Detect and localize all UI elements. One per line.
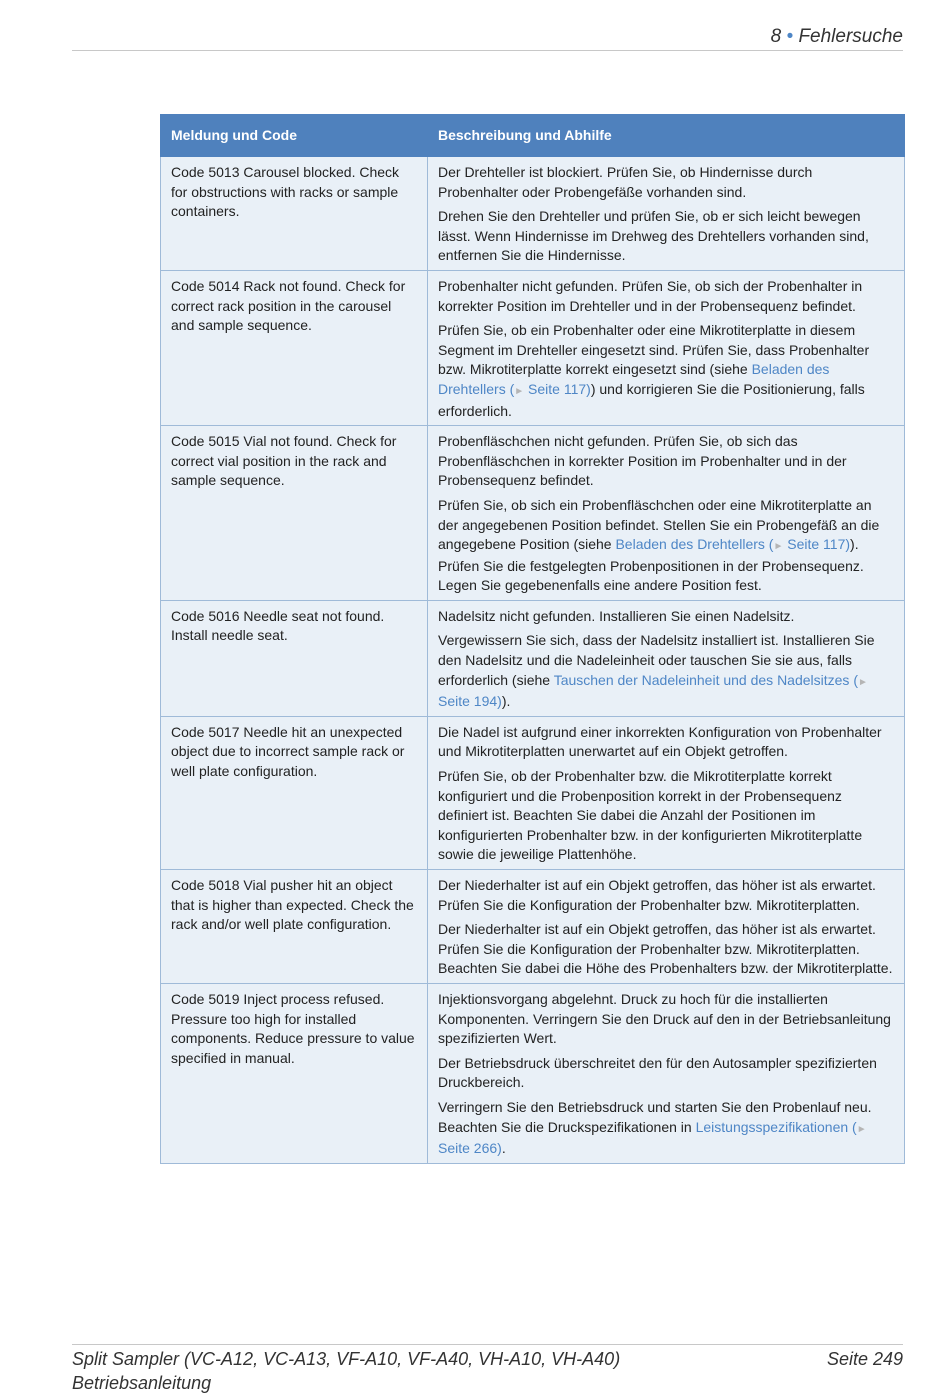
remedy-text: Prüfen Sie, ob sich ein Probenfläschchen oder eine Mikrotiterplatte an der angegebenen Position befindet. Stellen Sie ein Probengefäß an die angegebene Position (siehe xyxy=(438,496,880,553)
description-paragraph: Der Niederhalter ist auf ein Objekt getroffen, das höher ist als erwartet. Prüfen Sie die Konfiguration der Probenhalter bzw. Mikrotiterplatten. xyxy=(438,877,876,913)
chapter-heading xyxy=(771,26,903,48)
link-text: Leistungsspezifikationen ( xyxy=(695,1118,857,1135)
page-footer xyxy=(72,1344,903,1393)
chapter-bullet: • xyxy=(786,26,794,47)
cross-reference-link[interactable] xyxy=(615,536,850,552)
description-paragraph: Die Nadel ist aufgrund einer inkorrekten Konfiguration von Probenhalter und Mikrotiterplatten unerwartet auf ein Objekt getroffen. xyxy=(438,723,882,760)
remedy-paragraph xyxy=(438,631,894,711)
description-paragraph: Der Drehteller ist blockiert. Prüfen Sie, ob Hindernisse durch Probenhalter oder Probengefäße vorhanden sind. xyxy=(438,164,813,200)
footer-product-name: Split Sampler (VC-A12, VC-A13, VF-A10, VF-A40, VH-A10, VH-A40) xyxy=(72,1349,621,1369)
description-cell xyxy=(428,716,905,869)
table-row xyxy=(161,600,905,716)
error-code-cell: Code 5017 Needle hit an unexpected object due to incorrect sample rack or well plate configuration. xyxy=(161,716,428,869)
remedy-paragraph xyxy=(438,1098,894,1159)
table-row xyxy=(161,870,905,984)
remedy-text: Vergewissern Sie sich, dass der Nadelsitz installiert ist. Installieren Sie den Nadelsitz und die Nadeleinheit oder tauschen Sie sie aus, falls erforderlich (siehe xyxy=(438,632,875,688)
remedy-text: Prüfen Sie, ob ein Probenhalter oder eine Mikrotiterplatte in diesem Segment im Drehteller eingesetzt sind. Prüfen Sie, dass Probenhalter bzw. Mikrotiterplatte korrekt eingesetzt sind (siehe xyxy=(438,322,870,378)
table-row xyxy=(161,270,905,425)
remedy-paragraph: Der Niederhalter ist auf ein Objekt getroffen, das höher ist als erwartet. Prüfen Sie die Konfiguration der Probenhalter bzw. Mikrotiterplatten. Beachten Sie dabei die Höhe des Probenhalters bzw. der Mikrotiterplatte. xyxy=(438,921,893,977)
description-paragraph: Nadelsitz nicht gefunden. Installieren Sie einen Nadelsitz. xyxy=(438,607,795,624)
link-page: Seite 117) xyxy=(524,380,591,397)
description-cell xyxy=(428,983,905,1163)
remedy-paragraph xyxy=(438,321,894,421)
link-text: Tauschen der Nadeleinheit und des Nadelsitzes ( xyxy=(553,671,858,688)
page-arrow-icon: ► xyxy=(514,385,525,397)
description-cell xyxy=(428,270,905,425)
remedy-text: Verringern Sie den Betriebsdruck und starten Sie den Probenlauf neu. Beachten Sie die Druckspezifikationen in xyxy=(438,1098,872,1135)
footer-document-info xyxy=(72,1347,620,1395)
description-paragraph: Probenhalter nicht gefunden. Prüfen Sie, ob sich der Probenhalter in korrekter Position im Drehteller und in der Probensequenz befindet. xyxy=(438,277,863,314)
link-page: Seite 117) xyxy=(783,536,851,553)
description-cell xyxy=(428,870,905,984)
error-code-cell: Code 5018 Vial pusher hit an object that is higher than expected. Check the rack and/or well plate configuration. xyxy=(161,870,428,984)
table-row xyxy=(161,983,905,1163)
description-cell xyxy=(428,600,905,716)
page-arrow-icon: ► xyxy=(856,1123,867,1135)
remedy-paragraph: Prüfen Sie, ob der Probenhalter bzw. die Mikrotiterplatte korrekt konfiguriert und die Probenposition korrekt in der Probensequenz definiert ist. Beachten Sie dabei die Anzahl der Positionen im konfigurierten Probenhalter bzw. in der konfigurierten Mikrotiterplatte sowie die jeweilige Plattenhöhe. xyxy=(438,768,863,863)
error-code-cell: Code 5014 Rack not found. Check for correct rack position in the carousel and sample sequence. xyxy=(161,270,428,425)
link-text: Beladen des Drehtellers ( xyxy=(438,361,830,397)
page-arrow-icon: ► xyxy=(773,541,784,553)
table-row xyxy=(161,426,905,601)
link-page: Seite 266) xyxy=(438,1140,502,1157)
error-code-cell: Code 5016 Needle seat not found. Install needle seat. xyxy=(161,600,428,716)
table-row xyxy=(161,716,905,869)
cause-paragraph: Der Betriebsdruck überschreitet den für den Autosampler spezifizierten Druckbereich. xyxy=(438,1054,877,1091)
remedy-text: ). Prüfen Sie die festgelegten Probenpositionen in der Probensequenz. Legen Sie gegebenenfalls eine andere Position fest. xyxy=(438,536,864,594)
table-header-row xyxy=(161,115,905,157)
error-table-container xyxy=(160,114,904,1164)
link-page: Seite 194) xyxy=(438,693,502,710)
description-paragraph: Probenfläschchen nicht gefunden. Prüfen Sie, ob sich das Probenfläschchen in korrekter Position im Probenhalter und in der Probensequenz befindet. xyxy=(438,433,847,489)
link-text: Beladen des Drehtellers ( xyxy=(615,536,774,553)
description-cell xyxy=(428,157,905,271)
remedy-paragraph xyxy=(438,496,894,596)
remedy-paragraph: Drehen Sie den Drehteller und prüfen Sie, ob er sich leicht bewegen lässt. Wenn Hindernisse im Drehweg des Drehtellers vorhanden sind, entfernen Sie die Hindernisse. xyxy=(438,208,869,264)
error-table xyxy=(160,114,905,1164)
column-header-message: Meldung und Code xyxy=(161,115,428,157)
error-code-cell: Code 5013 Carousel blocked. Check for obstructions with racks or sample containers. xyxy=(161,157,428,271)
remedy-text: ) und korrigieren Sie die Positionierung, falls erforderlich. xyxy=(438,380,865,419)
remedy-text: . xyxy=(501,1140,506,1157)
chapter-title: Fehlersuche xyxy=(798,26,903,47)
page-number: Seite 249 xyxy=(826,1349,903,1369)
remedy-text: ). xyxy=(501,693,511,710)
table-row xyxy=(161,157,905,271)
error-code-cell: Code 5015 Vial not found. Check for correct vial position in the rack and sample sequence. xyxy=(161,426,428,601)
page-arrow-icon: ► xyxy=(857,676,868,688)
error-code-cell: Code 5019 Inject process refused. Pressure too high for installed components. Reduce pressure to value specified in manual. xyxy=(161,983,428,1163)
description-cell xyxy=(428,426,905,601)
column-header-description: Beschreibung und Abhilfe xyxy=(428,115,905,157)
description-paragraph: Injektionsvorgang abgelehnt. Druck zu hoch für die installierten Komponenten. Verringern Sie den Druck auf den in der Betriebsanleitung spezifizierten Wert. xyxy=(438,990,891,1047)
footer-document-type: Betriebsanleitung xyxy=(72,1373,212,1393)
chapter-number: 8 xyxy=(770,26,782,47)
page-header xyxy=(72,24,903,51)
